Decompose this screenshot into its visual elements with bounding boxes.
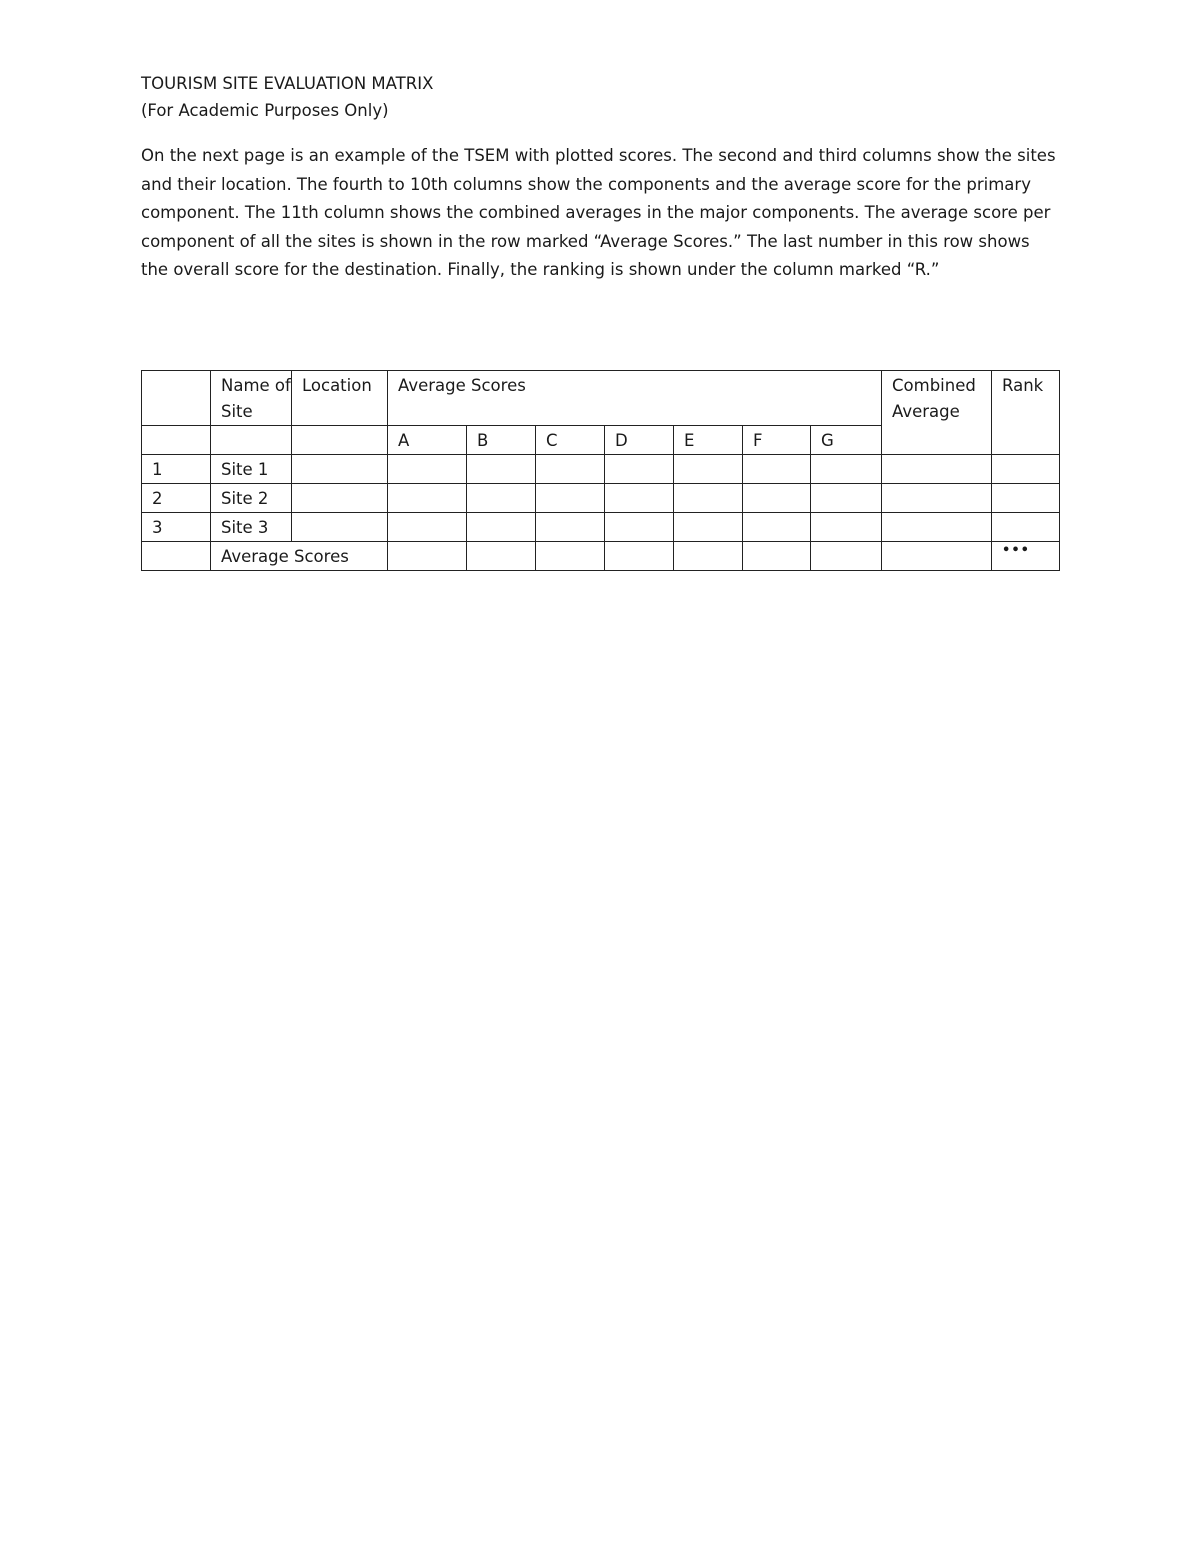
component-header-f: F [743, 426, 811, 455]
header-combined-average: Combined Average [882, 371, 992, 455]
table-cell [743, 455, 811, 484]
header-average-scores: Average Scores [388, 371, 882, 426]
table-cell [142, 542, 211, 571]
document-page [141, 70, 1061, 566]
row-number: 2 [142, 484, 211, 513]
table-cell [388, 513, 467, 542]
table-cell [605, 484, 674, 513]
table-cell [292, 513, 388, 542]
table-cell [292, 426, 388, 455]
component-header-c: C [536, 426, 605, 455]
table-cell [992, 455, 1060, 484]
table-cell [605, 542, 674, 571]
component-header-b: B [467, 426, 536, 455]
row-site-name: Site 3 [211, 513, 292, 542]
table-cell [882, 513, 992, 542]
table-cell [467, 513, 536, 542]
table-cell [211, 426, 292, 455]
ellipsis-dots: ••• [1002, 543, 1030, 558]
component-header-a: A [388, 426, 467, 455]
table-cell [536, 484, 605, 513]
intro-paragraph: On the next page is an example of the TSEM with plotted scores. The second and third columns show the sites and their location. The fourth to 10th columns show the components and the average score for the primary component. The 11th column shows the combined averages in the major components. The average score per component of all the sites is shown in the row marked “Average Scores.” The last number in this row shows the overall score for the destination. Finally, the ranking is shown under the column marked “R.” [141, 146, 1056, 279]
row-number: 3 [142, 513, 211, 542]
table-cell [992, 484, 1060, 513]
table-cell [388, 484, 467, 513]
table-cell [467, 455, 536, 484]
header-location: Location [292, 371, 388, 426]
table-cell [292, 484, 388, 513]
table-cell [674, 484, 743, 513]
table-cell [882, 484, 992, 513]
table-cell [743, 484, 811, 513]
table-cell [992, 513, 1060, 542]
component-header-g: G [811, 426, 882, 455]
component-header-d: D [605, 426, 674, 455]
table-cell [536, 513, 605, 542]
table-cell [142, 371, 211, 426]
table-cell [536, 542, 605, 571]
table-cell [467, 542, 536, 571]
table-row [142, 484, 1060, 513]
table-cell [674, 542, 743, 571]
row-site-name: Site 1 [211, 455, 292, 484]
table-cell [743, 513, 811, 542]
table-cell [811, 455, 882, 484]
table-cell [605, 513, 674, 542]
table-cell [605, 455, 674, 484]
table-row [142, 513, 1060, 542]
footer-average-scores-label: Average Scores [211, 542, 388, 571]
table-cell [811, 484, 882, 513]
table-cell [388, 542, 467, 571]
table-cell [467, 484, 536, 513]
table-cell [743, 542, 811, 571]
table-cell [674, 455, 743, 484]
table-header-row [142, 371, 1060, 426]
evaluation-matrix-table [141, 370, 1060, 571]
footer-rank-cell [992, 542, 1060, 571]
row-site-name: Site 2 [211, 484, 292, 513]
table-cell [674, 513, 743, 542]
header-rank: Rank [992, 371, 1060, 455]
table-cell [142, 426, 211, 455]
table-row [142, 455, 1060, 484]
table-cell [882, 542, 992, 571]
document-title: TOURISM SITE EVALUATION MATRIX [141, 74, 434, 93]
header-name-of-site: Name of Site [211, 371, 292, 426]
table-cell [811, 513, 882, 542]
table-cell [292, 455, 388, 484]
table-cell [811, 542, 882, 571]
table-cell [388, 455, 467, 484]
table-cell [536, 455, 605, 484]
table-cell [882, 455, 992, 484]
table-footer-row [142, 542, 1060, 571]
document-subtitle: (For Academic Purposes Only) [141, 101, 389, 120]
row-number: 1 [142, 455, 211, 484]
component-header-e: E [674, 426, 743, 455]
